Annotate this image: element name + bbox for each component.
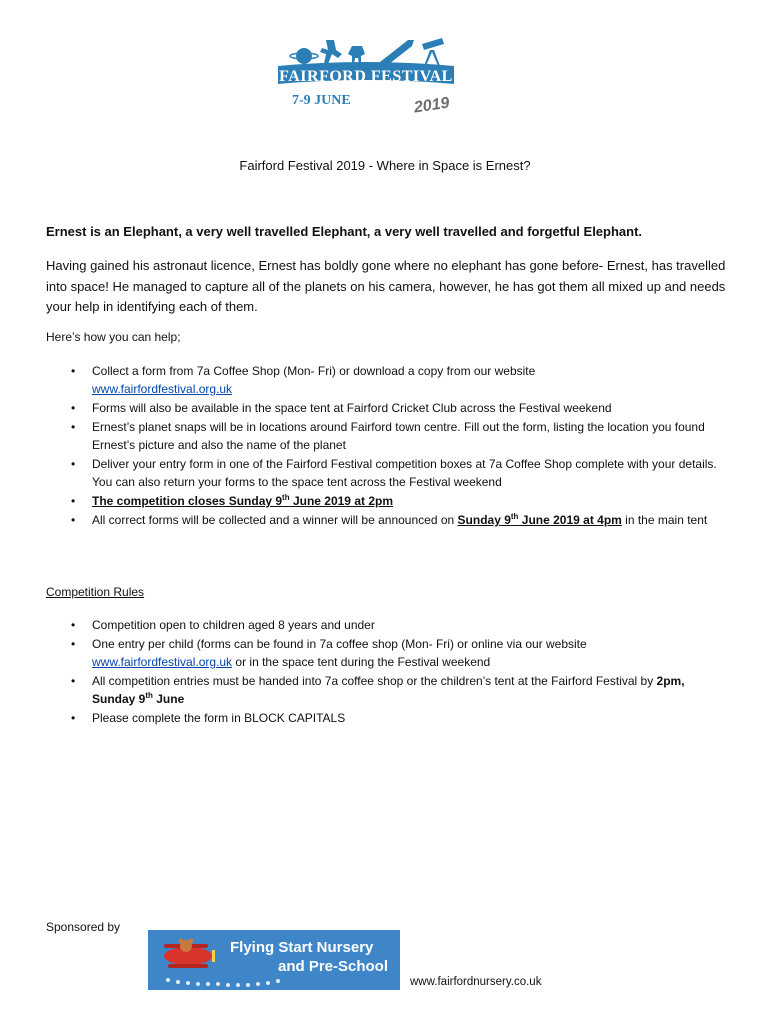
list-item bbox=[46, 709, 726, 727]
rule-text: One entry per child (forms can be found in 7a coffee shop (Mon- Fri) or online via our website bbox=[92, 637, 587, 651]
list-item bbox=[46, 616, 726, 634]
lead-sentence: Ernest is an Elephant, a very well travelled Elephant, a very well travelled and forgetful Elephant. bbox=[46, 224, 643, 239]
rule-text: Competition open to children aged 8 years and under bbox=[92, 618, 375, 632]
logo-dates: 7-9 JUNE bbox=[292, 93, 351, 108]
list-item bbox=[46, 362, 726, 398]
help-item-text: Collect a form from 7a Coffee Shop (Mon- Fri) or download a copy from our website bbox=[92, 364, 536, 378]
sponsored-by-label: Sponsored by bbox=[46, 920, 121, 934]
nursery-website[interactable]: www.fairfordnursery.co.uk bbox=[410, 976, 542, 988]
help-item-text: Deliver your entry form in one of the Fairford Festival competition boxes at 7a Coffee Shop complete with your details. You can also return your forms to the space tent across the Festival weekend bbox=[92, 457, 717, 489]
rule-text: Please complete the form in BLOCK CAPITALS bbox=[92, 711, 346, 725]
intro-paragraph: Having gained his astronaut licence, Ernest has boldly gone where no elephant has gone before- Ernest, has travelled into space! He managed to capture all of the planets on his camera, however, he has got them all mixed up and needs your help in identifying each of them. bbox=[46, 258, 726, 314]
logo-festival-name: FAIRFORD FESTIVAL bbox=[279, 68, 453, 85]
logo-year: 2019 bbox=[412, 94, 451, 117]
fairford-festival-logo bbox=[272, 36, 460, 120]
rules-heading: Competition Rules bbox=[46, 585, 145, 599]
deadline-text: 2pm, Sunday 9th June bbox=[92, 674, 685, 706]
rules-list bbox=[46, 616, 726, 728]
announcement-date: Sunday 9th June 2019 at 4pm bbox=[457, 512, 622, 527]
list-item bbox=[46, 455, 726, 491]
list-item bbox=[46, 672, 726, 708]
closing-date-text: The competition closes Sunday 9th June 2019 at 2pm bbox=[92, 493, 393, 508]
help-item-text: All correct forms will be collected and a winner will be announced on bbox=[92, 513, 458, 527]
nursery-name-line2: and Pre-School bbox=[278, 958, 389, 975]
list-item: • One entry per child (forms can be found in 7a coffee shop (Mon- Fri) or online via our website www.fairfordfestival.org.uk or in the space tent during the Festival weekend bbox=[46, 635, 726, 671]
help-heading: Here’s how you can help; bbox=[46, 330, 181, 344]
list-item: • All correct forms will be collected and a winner will be announced on Sunday 9th June 2019 at 4pm in the main tent bbox=[46, 511, 726, 529]
help-item-text: Forms will also be available in the space tent at Fairford Cricket Club across the Festival weekend bbox=[92, 401, 612, 415]
list-item bbox=[46, 418, 726, 454]
help-list bbox=[46, 362, 726, 530]
nursery-name-line1: Flying Start Nursery bbox=[230, 939, 374, 956]
website-link[interactable]: www.fairfordfestival.org.uk bbox=[92, 655, 233, 669]
website-link[interactable]: www.fairfordfestival.org.uk bbox=[92, 382, 233, 396]
rule-text: All competition entries must be handed into 7a coffee shop or the children’s tent at the Fairford Festival by bbox=[92, 674, 657, 688]
page-title: Fairford Festival 2019 - Where in Space is Ernest? bbox=[239, 158, 531, 173]
nursery-sponsor-logo bbox=[148, 930, 400, 990]
help-item-text: Ernest’s planet snaps will be in locations around Fairford town centre. Fill out the form, listing the location you found Ernest’s picture and also the name of the planet bbox=[92, 420, 705, 452]
list-item bbox=[46, 399, 726, 417]
list-item bbox=[46, 492, 726, 510]
